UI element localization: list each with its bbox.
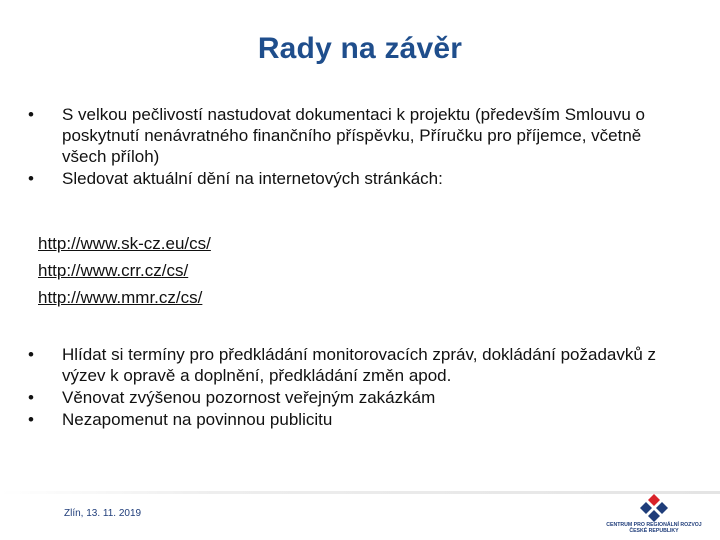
footer-date: Zlín, 13. 11. 2019 [64, 508, 142, 519]
link-list [38, 230, 211, 311]
crr-logo [592, 492, 716, 538]
bullet-marker: • [28, 388, 34, 407]
bullet-marker: • [28, 169, 34, 188]
crr-logo-icon [638, 492, 670, 522]
bullet-text: Věnovat zvýšenou pozornost veřejným zakázkám [62, 388, 436, 407]
bullet-text: S velkou pečlivostí nastudovat dokumentaci k projektu (především Smlouvu o poskytnutí nenávratného finančního příspěvku, Příručku pro příjemce, včetně všech příloh) [62, 105, 646, 166]
bullet-marker: • [28, 105, 34, 124]
slide-title: Rady na závěr [257, 32, 463, 65]
bullet-text: Sledovat aktuální dění na internetových stránkách: [62, 169, 443, 188]
list-item [26, 104, 686, 167]
bullet-text: Nezapomenut na povinnou publicitu [62, 410, 333, 429]
bullet-marker: • [28, 345, 34, 364]
logo-text [592, 522, 716, 534]
bullet-list-top [26, 104, 686, 190]
list-item [26, 344, 686, 386]
list-item [26, 387, 686, 408]
list-item [26, 409, 686, 430]
link-sk-cz[interactable]: http://www.sk-cz.eu/cs/ [38, 234, 211, 253]
bullet-list-bottom [26, 344, 686, 431]
bullet-text: Hlídat si termíny pro předkládání monitorovacích zpráv, dokládání požadavků z výzev k opravě a doplnění, předkládání změn apod. [62, 345, 657, 385]
logo-line-1: CENTRUM PRO REGIONÁLNÍ ROZVOJ [606, 522, 702, 528]
bullet-marker: • [28, 410, 34, 429]
logo-line-2: ČESKÉ REPUBLIKY [629, 528, 679, 534]
link-crr[interactable]: http://www.crr.cz/cs/ [38, 261, 189, 280]
list-item [26, 168, 686, 189]
link-mmr[interactable]: http://www.mmr.cz/cs/ [38, 288, 203, 307]
